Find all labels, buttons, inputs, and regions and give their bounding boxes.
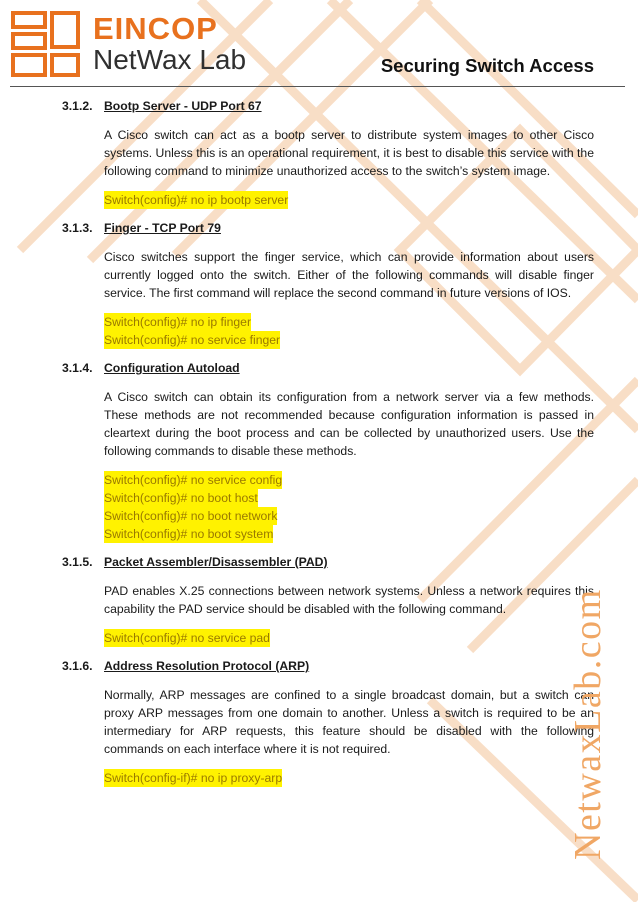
section-configuration-autoload: [62, 359, 594, 543]
side-watermark: NetwaxLab.com: [567, 588, 609, 860]
section-title: Finger - TCP Port 79: [104, 221, 221, 235]
section-heading: [62, 657, 594, 675]
section-bootp-server: [62, 97, 594, 209]
section-paragraph: Normally, ARP messages are confined to a single broadcast domain, but a switch can proxy ARP messages from one domain to another. Unless a switch is required to be an intermediary for ARP requests, this feature should be disabled with the following commands on each interface where it is not required.: [104, 688, 594, 756]
command-line: Switch(config)# no boot host: [104, 491, 258, 505]
command-block: [104, 769, 594, 787]
command-line: Switch(config)# no service config: [104, 473, 283, 487]
section-heading: [62, 219, 594, 237]
section-heading: [62, 97, 594, 115]
section-paragraph: A Cisco switch can obtain its configuration from a network server via a few methods. These methods are not recommended because configuration information is passed in cleartext during the boot process and can be collected by unauthorized users. Use the following commands to disable these methods.: [104, 390, 594, 458]
header-divider: [10, 86, 625, 87]
section-title: Configuration Autoload: [104, 361, 240, 375]
command-block: [104, 629, 594, 647]
command-line: Switch(config)# no service pad: [104, 631, 270, 645]
section-number: 3.1.5.: [62, 555, 93, 569]
command-line: Switch(config)# no boot network: [104, 509, 278, 523]
section-heading: [62, 553, 594, 571]
section-number: 3.1.6.: [62, 659, 93, 673]
section-paragraph: PAD enables X.25 connections between network systems. Unless a network requires this capability the PAD service should be disabled with the following command.: [104, 584, 594, 616]
section-title: Address Resolution Protocol (ARP): [104, 659, 310, 673]
section-paragraph: Cisco switches support the finger service, which can provide information about users currently logged onto the switch. Either of the following commands will disable finger service. The first command will replace the second command in future versions of IOS.: [104, 250, 594, 300]
brand-name-top: EINCOP: [93, 11, 218, 46]
command-line: Switch(config)# no service finger: [104, 333, 281, 347]
command-block: [104, 471, 594, 543]
section-number: 3.1.2.: [62, 99, 93, 113]
command-line: Switch(config)# no boot system: [104, 527, 274, 541]
document-body: [62, 97, 594, 797]
brand-name-bottom: NetWax Lab: [93, 44, 247, 75]
section-title: Packet Assembler/Disassembler (PAD): [104, 555, 328, 569]
command-block: [104, 313, 594, 349]
section-title: Bootp Server - UDP Port 67: [104, 99, 262, 113]
section-paragraph: A Cisco switch can act as a bootp server to distribute system images to other Cisco systems. Unless this is an operational requirement, it is best to disable this service with the following command to minimize unauthorized access to the switch’s system image.: [104, 128, 594, 178]
section-number: 3.1.3.: [62, 221, 93, 235]
command-line: Switch(config-if)# no ip proxy-arp: [104, 771, 283, 785]
section-number: 3.1.4.: [62, 361, 93, 375]
page-title: Securing Switch Access: [380, 55, 594, 76]
section-heading: [62, 359, 594, 377]
command-line: Switch(config)# no ip finger: [104, 315, 251, 329]
command-line: Switch(config)# no ip bootp server: [104, 193, 289, 207]
section-pad: [62, 553, 594, 647]
section-arp: [62, 657, 594, 787]
brand-logo: [93, 11, 247, 76]
logo-icon: [10, 10, 82, 78]
command-block: [104, 191, 594, 209]
section-finger: [62, 219, 594, 349]
